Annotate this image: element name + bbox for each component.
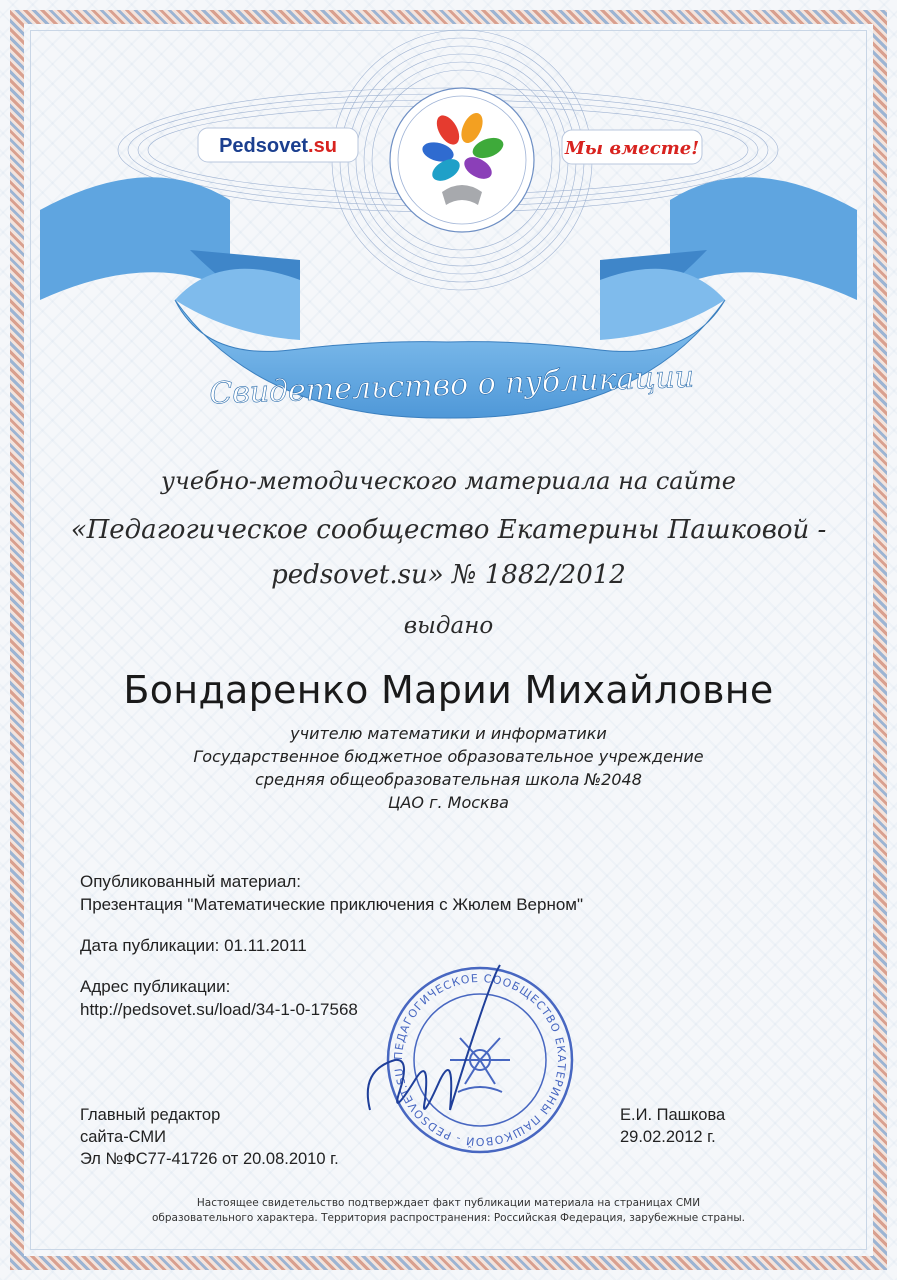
intro-line-3: pedsovet.su» № 1882/2012 bbox=[271, 560, 626, 590]
ribbon-title: Свидетельство о публикации bbox=[208, 359, 695, 412]
recipient-location: ЦАО г. Москва bbox=[388, 793, 509, 812]
header-artwork bbox=[0, 0, 897, 460]
editor-site: сайта-СМИ bbox=[80, 1128, 167, 1146]
recipient-position: учителю математики и информатики bbox=[290, 724, 607, 743]
signature-mark bbox=[368, 965, 500, 1110]
recipient-name: Бондаренко Марии Михайловне bbox=[123, 668, 774, 712]
recipient-details bbox=[0, 722, 897, 814]
editor-title: Главный редактор bbox=[80, 1106, 221, 1124]
registration-number: Эл №ФС77-41726 от 20.08.2010 г. bbox=[80, 1150, 339, 1168]
pedsovet-logo bbox=[198, 128, 358, 162]
intro-line-2: «Педагогическое сообщество Екатерины Пашковой - bbox=[70, 515, 827, 545]
svg-text:Мы вместе!: Мы вместе! bbox=[564, 138, 700, 159]
svg-text:Pedsovet.su: Pedsovet.su bbox=[219, 135, 337, 157]
intro-line-1: учебно-методического материала на сайте bbox=[160, 467, 737, 495]
signatory-name: Е.И. Пашкова bbox=[620, 1106, 726, 1124]
material-label: Опубликованный материал: bbox=[80, 872, 301, 891]
recipient-org-line-1: Государственное бюджетное образовательное учреждение bbox=[193, 747, 704, 766]
official-stamp bbox=[340, 960, 600, 1160]
address-value: http://pedsovet.su/load/34-1-0-17568 bbox=[80, 1000, 358, 1019]
date-block bbox=[80, 934, 307, 957]
signatory-date: 29.02.2012 г. bbox=[620, 1128, 716, 1146]
material-value: Презентация "Математические приключения с Жюлем Верном" bbox=[80, 895, 584, 914]
center-rosette bbox=[390, 88, 534, 232]
disclaimer-line-1: Настоящее свидетельство подтверждает факт публикации материала на страницах СМИ bbox=[196, 1197, 701, 1209]
address-label: Адрес публикации: bbox=[80, 977, 231, 996]
editor-block bbox=[80, 1104, 339, 1170]
disclaimer bbox=[0, 1196, 897, 1226]
publication-date: Дата публикации: 01.11.2011 bbox=[80, 936, 307, 955]
signatory-block bbox=[620, 1104, 725, 1148]
intro-line-4: выдано bbox=[403, 613, 494, 639]
svg-text:ПЕДАГОГИЧЕСКОЕ СООБЩЕСТВО ЕКАТ: ПЕДАГОГИЧЕСКОЕ СООБЩЕСТВО ЕКАТЕРИНЫ ПАШКОВОЙ - PEDSOVET.SU bbox=[391, 971, 569, 1149]
address-block bbox=[80, 975, 358, 1021]
recipient-org-line-2: средняя общеобразовательная школа №2048 bbox=[255, 770, 642, 789]
motto-plate bbox=[562, 130, 702, 164]
disclaimer-line-2: образовательного характера. Территория распространения: Российская Федерация, зарубежные страны. bbox=[151, 1212, 745, 1224]
material-block bbox=[80, 870, 583, 916]
